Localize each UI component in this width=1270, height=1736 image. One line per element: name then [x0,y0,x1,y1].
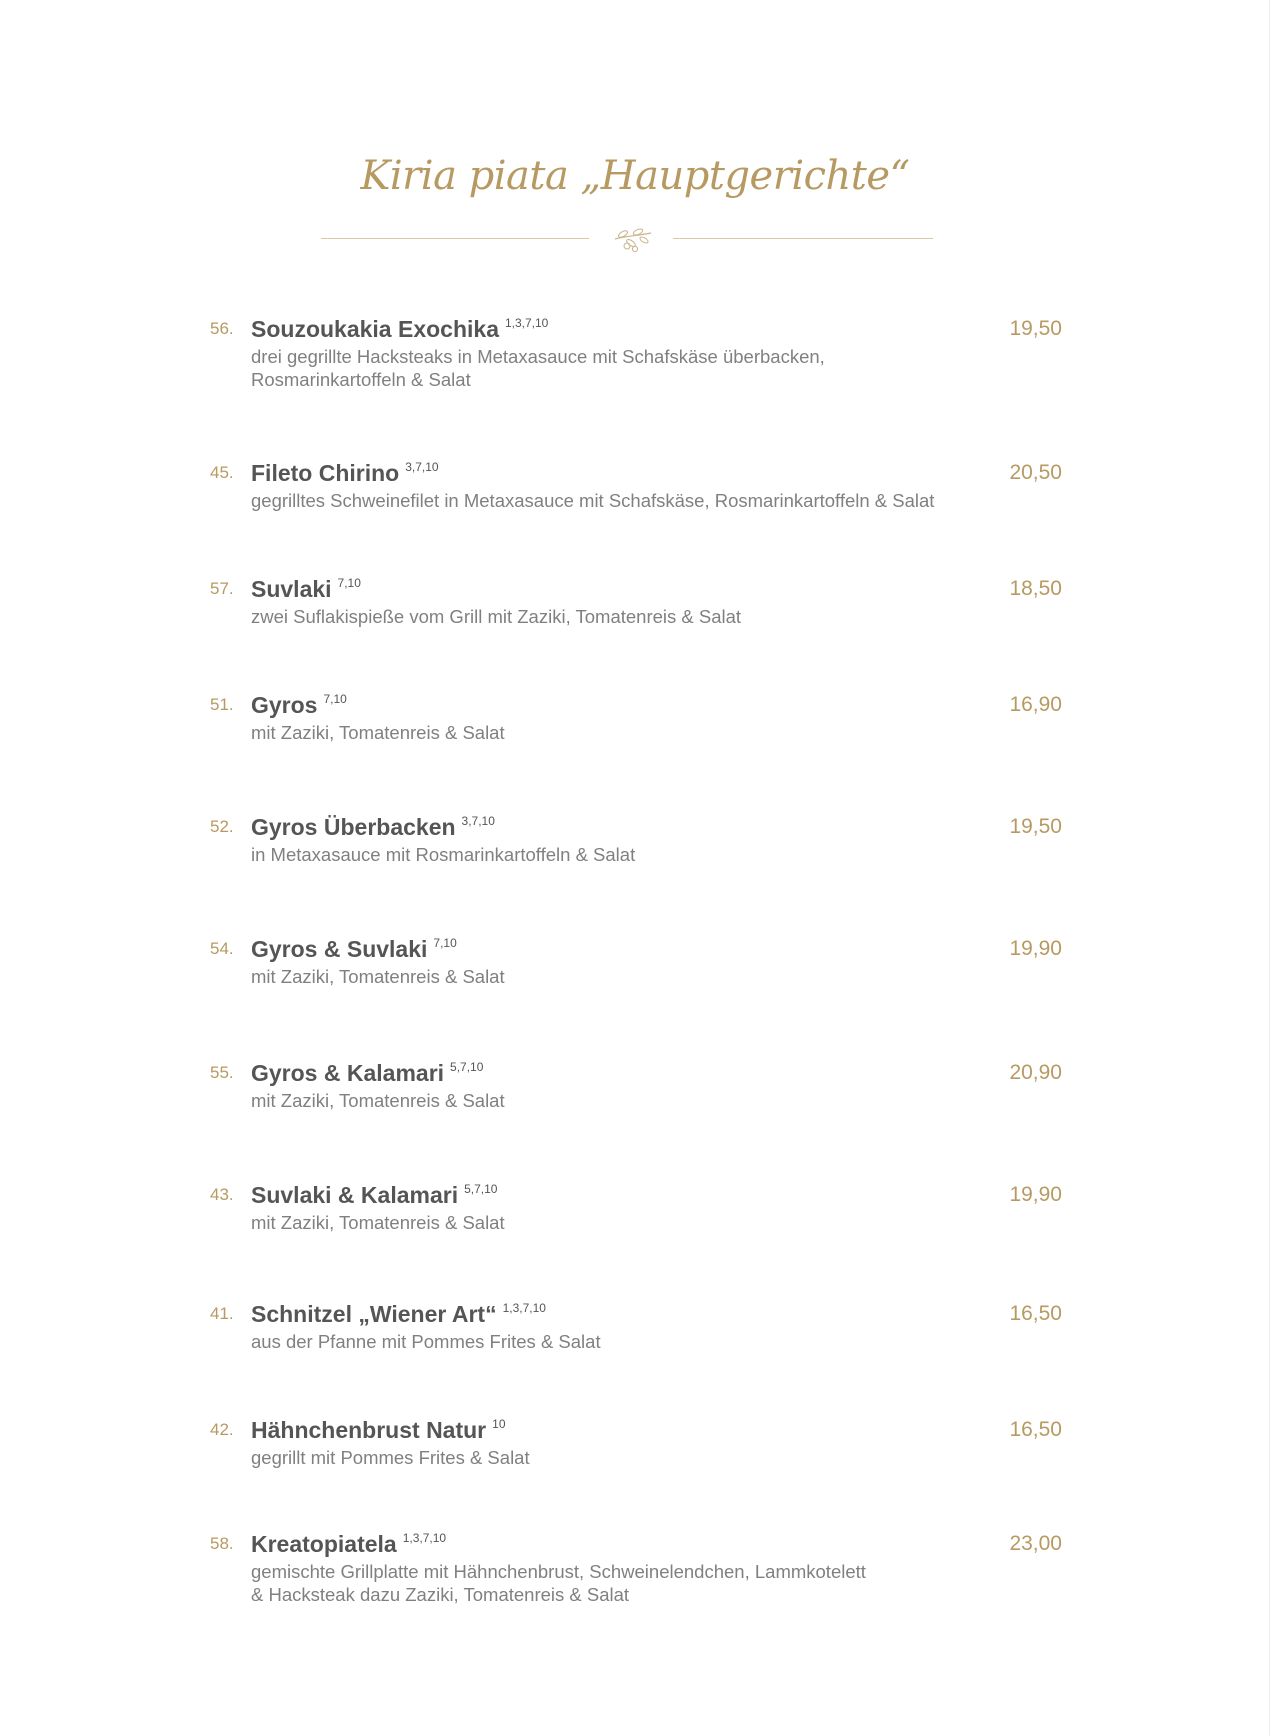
item-description-line: gegrillt mit Pommes Frites & Salat [251,1447,530,1468]
item-name [251,1059,483,1087]
item-allergens: 5,7,10 [464,1182,498,1196]
item-name-text: Gyros & Suvlaki [251,936,428,962]
item-name-text: Gyros [251,692,318,718]
item-name-text: Gyros & Kalamari [251,1060,445,1086]
item-name-text: Hähnchenbrust Natur [251,1417,487,1443]
item-name [251,1181,497,1209]
item-description [251,1560,971,1606]
item-price: 18,50 [1009,577,1062,600]
item-name-text: Fileto Chirino [251,460,400,486]
item-price: 19,90 [1009,937,1062,960]
page-title: Kiria piata „Hauptgerichte“ [360,153,910,199]
item-number: 41. [210,1304,234,1323]
item-description-line: gemischte Grillplatte mit Hähnchenbrust, Schweinelendchen, Lammkotelett [251,1561,866,1582]
item-price: 16,90 [1009,693,1062,716]
item-allergens: 7,10 [337,576,361,590]
item-price: 19,50 [1009,317,1062,340]
item-number: 54. [210,939,234,958]
item-description-line: mit Zaziki, Tomatenreis & Salat [251,722,505,743]
item-description [251,1330,971,1353]
item-description-line: & Hacksteak dazu Zaziki, Tomatenreis & Salat [251,1584,630,1605]
item-price: 19,50 [1009,815,1062,838]
item-name [251,691,347,719]
item-allergens: 5,7,10 [450,1060,484,1074]
item-allergens: 7,10 [433,936,457,950]
olive-branch-icon [611,221,655,257]
item-description [251,965,971,988]
item-description-line: mit Zaziki, Tomatenreis & Salat [251,1212,505,1233]
title-divider-left [321,238,589,239]
item-name [251,1300,546,1328]
item-allergens: 1,3,7,10 [502,1301,546,1315]
item-number: 45. [210,463,234,482]
item-number: 58. [210,1534,234,1553]
item-description [251,843,971,866]
item-name [251,459,439,487]
item-name-text: Kreatopiatela [251,1531,397,1557]
item-name-text: Suvlaki [251,576,332,602]
item-name [251,1530,446,1558]
item-description [251,489,971,512]
item-name-text: Souzoukakia Exochika [251,316,499,342]
item-name [251,1416,506,1444]
item-description [251,345,971,391]
item-description-line: zwei Suflakispieße vom Grill mit Zaziki, Tomatenreis & Salat [251,606,742,627]
item-name [251,315,548,343]
item-allergens: 3,7,10 [461,814,495,828]
item-number: 43. [210,1185,234,1204]
item-allergens: 3,7,10 [405,460,439,474]
item-description [251,605,971,628]
item-description-line: in Metaxasauce mit Rosmarinkartoffeln & Salat [251,844,636,865]
item-name [251,575,361,603]
item-name-text: Gyros Überbacken [251,814,456,840]
item-allergens: 10 [492,1417,506,1431]
item-price: 16,50 [1009,1302,1062,1325]
item-description [251,721,971,744]
item-number: 55. [210,1063,234,1082]
item-description-line: gegrilltes Schweinefilet in Metaxasauce mit Schafskäse, Rosmarinkartoffeln & Salat [251,490,935,511]
item-name [251,813,495,841]
item-number: 42. [210,1420,234,1439]
item-price: 20,90 [1009,1061,1062,1084]
item-name-text: Suvlaki & Kalamari [251,1182,459,1208]
item-number: 51. [210,695,234,714]
item-description [251,1446,971,1469]
item-allergens: 1,3,7,10 [402,1531,447,1545]
item-number: 56. [210,319,234,338]
item-allergens: 1,3,7,10 [504,316,549,330]
item-name [251,935,457,963]
item-description [251,1089,971,1112]
item-description-line: aus der Pfanne mit Pommes Frites & Salat [251,1331,601,1352]
item-description [251,1211,971,1234]
item-description-line: mit Zaziki, Tomatenreis & Salat [251,1090,505,1111]
item-number: 57. [210,579,234,598]
item-description-line: mit Zaziki, Tomatenreis & Salat [251,966,505,987]
item-price: 20,50 [1009,461,1062,484]
item-allergens: 7,10 [323,692,347,706]
item-number: 52. [210,817,234,836]
item-price: 16,50 [1009,1418,1062,1441]
title-divider-right [673,238,933,239]
item-description-line: Rosmarinkartoffeln & Salat [251,369,471,390]
item-description-line: drei gegrillte Hacksteaks in Metaxasauce mit Schafskäse überbacken, [251,346,825,367]
item-price: 19,90 [1009,1183,1062,1206]
item-name-text: Schnitzel „Wiener Art“ [251,1301,497,1327]
item-price: 23,00 [1009,1532,1062,1555]
